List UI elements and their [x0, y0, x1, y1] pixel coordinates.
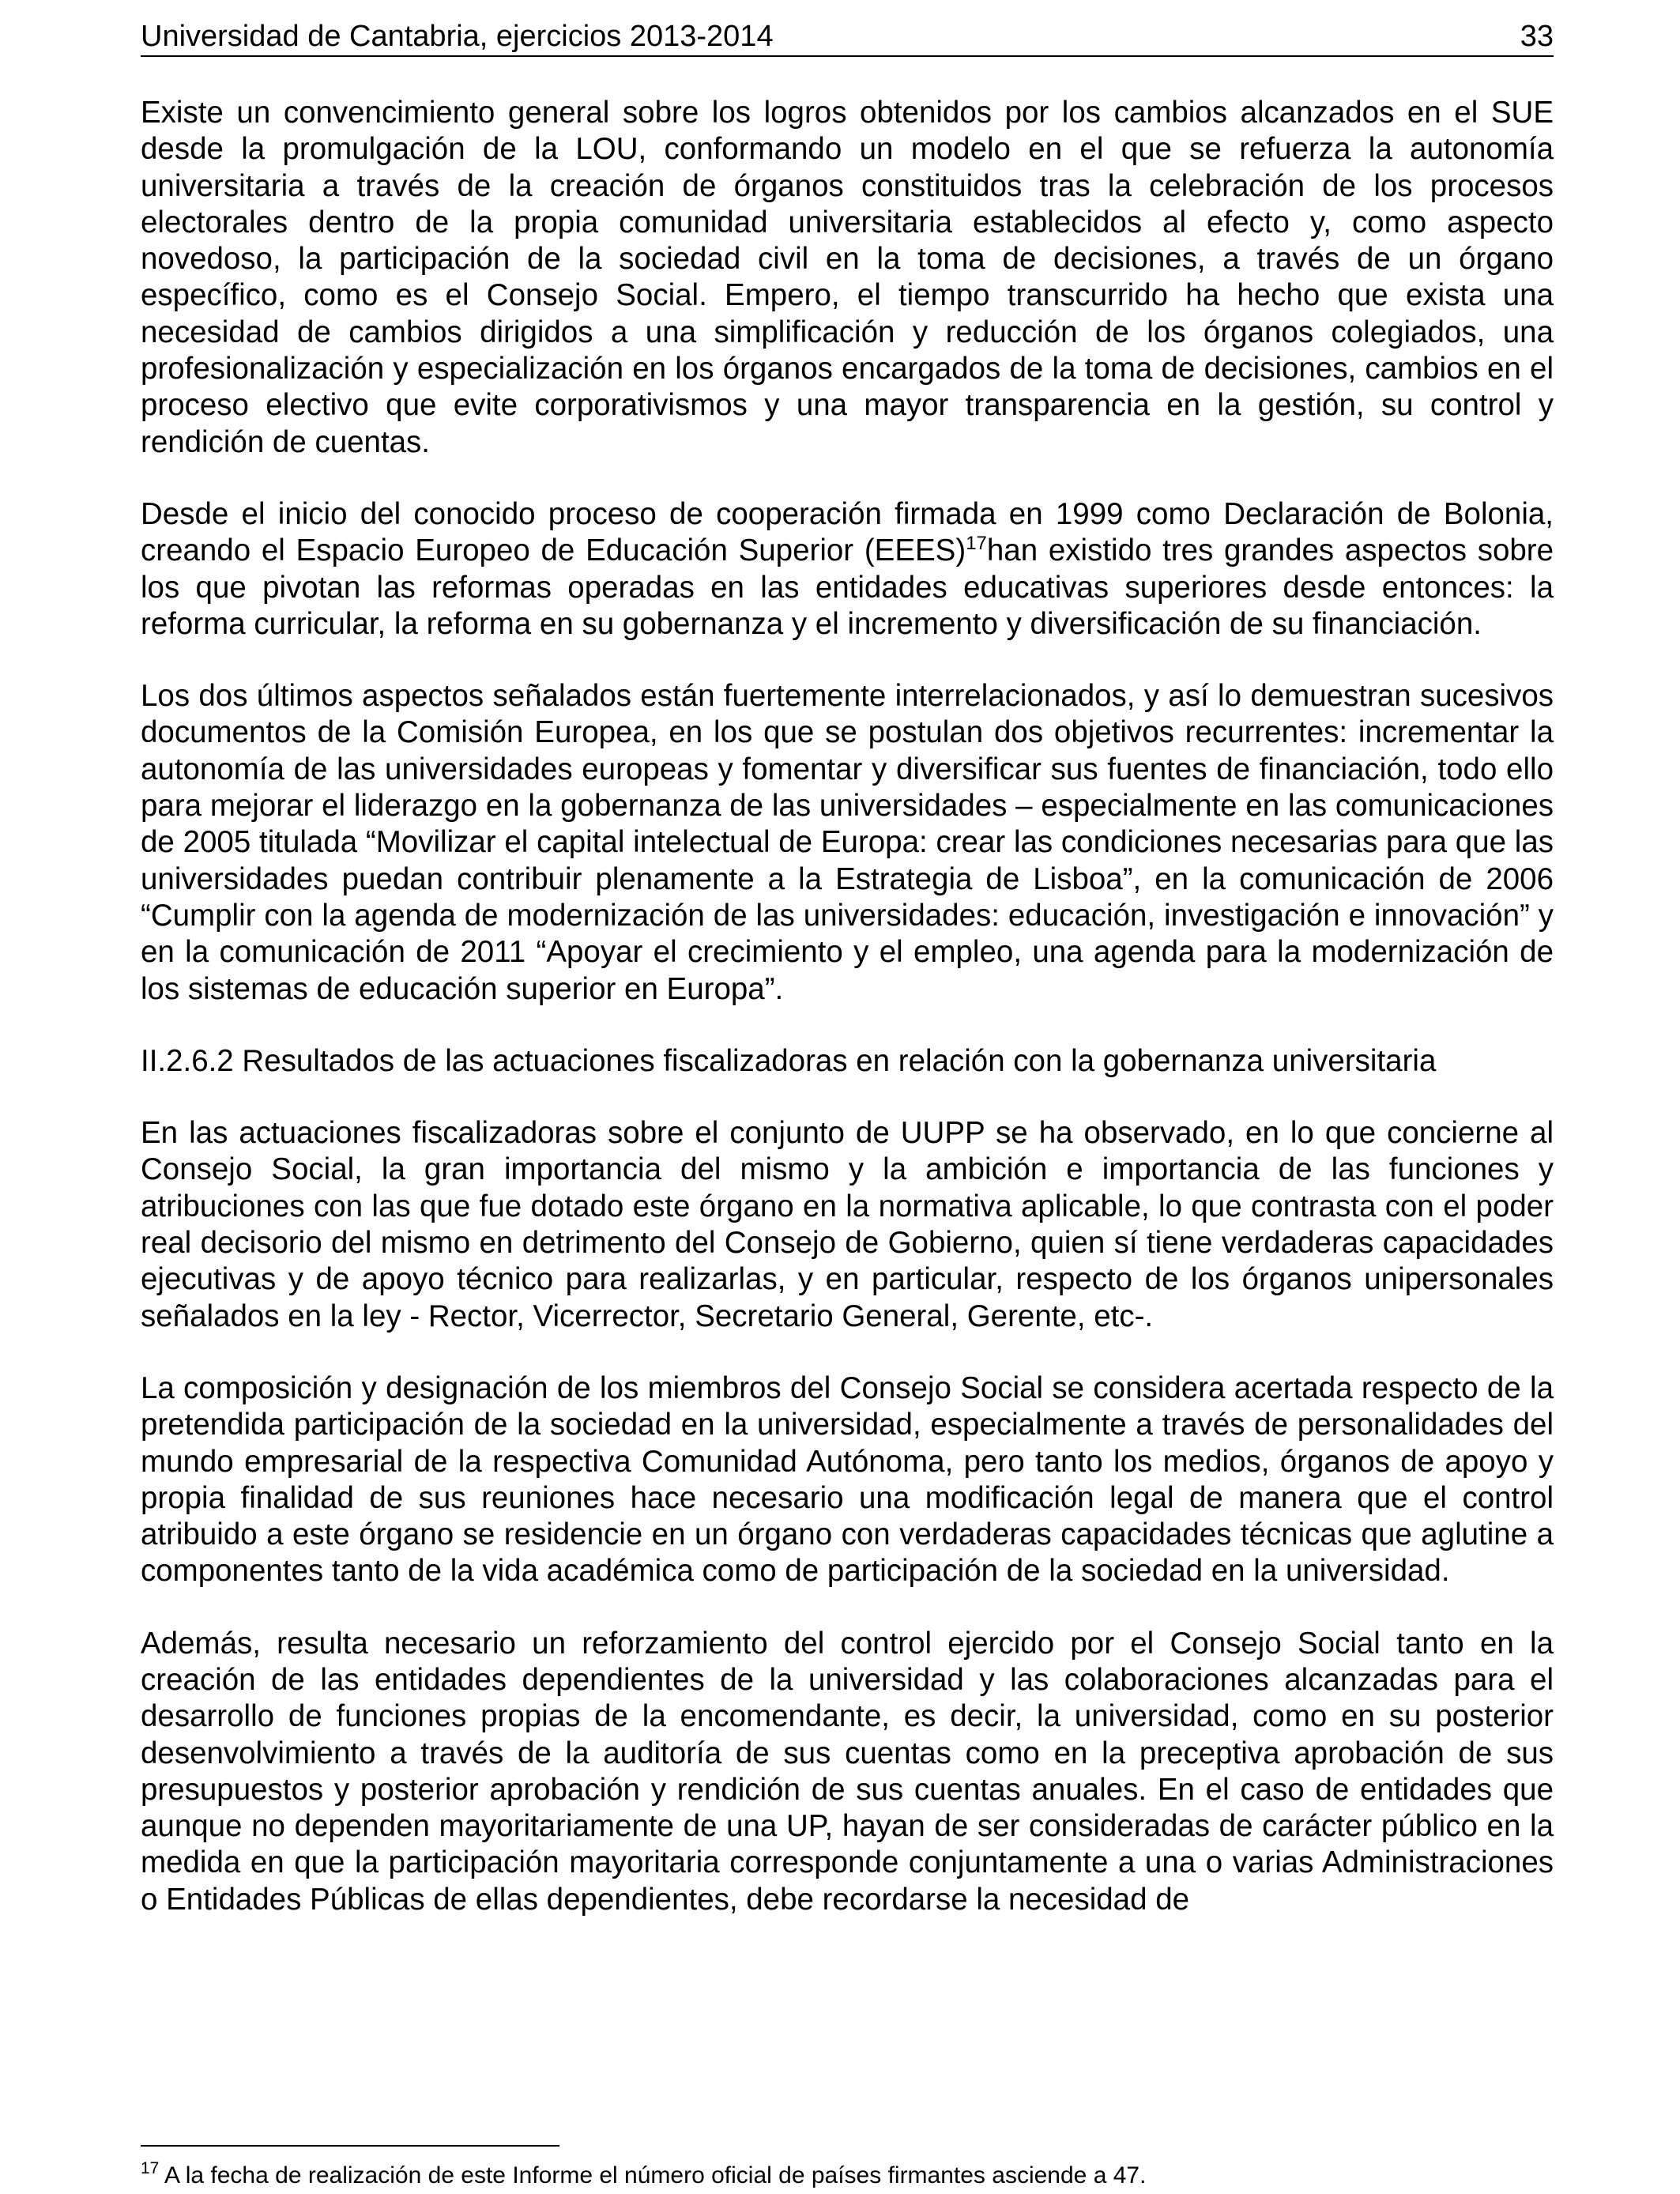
- paragraph-6: Además, resulta necesario un reforzamiento del control ejercido por el Consejo Social tanto en la creación de las entidades dependientes de la universidad y las colaboraciones alcanzadas para el desarrollo de funciones propias de la encomendante, es decir, la universidad, como en su posterior desenvolvimiento a través de la auditoría de sus cuentas como en la preceptiva aprobación de sus presupuestos y posterior aprobación y rendición de sus cuentas anuales. En el caso de entidades que aunque no dependen mayoritariamente de una UP, hayan de ser consideradas de carácter público en la medida en que la participación mayoritaria corresponde conjuntamente a una o varias Administraciones o Entidades Públicas de ellas dependientes, debe recordarse la necesidad de: [141, 1626, 1554, 1917]
- footnote-separator: [141, 2145, 559, 2147]
- section-heading: II.2.6.2 Resultados de las actuaciones fiscalizadoras en relación con la gobernanza universitaria: [141, 1043, 1437, 1078]
- paragraph-5: La composición y designación de los miembros del Consejo Social se considera acertada respecto de la pretendida participación de la sociedad en la universidad, especialmente a través de personalidades del mundo empresarial de la respectiva Comunidad Autónoma, pero tanto los medios, órganos de apoyo y propia finalidad de sus reuniones hace necesario una modificación legal de manera que el control atribuido a este órgano se residencie en un órgano con verdaderas capacidades técnicas que aglutine a componentes tanto de la vida académica como de participación de la sociedad en la universidad.: [141, 1370, 1554, 1589]
- footnote-reference[interactable]: 17: [966, 533, 987, 555]
- paragraph-2-text-after-ref: han existido tres grandes aspectos sobre los que pivotan las reformas operadas en las entidades educativas superiores desde entonces: la reforma curricular, la reforma en su gobernanza y el incremento y diversificación de su financiación.: [141, 533, 1554, 641]
- header-title: Universidad de Cantabria, ejercicios 2013-2014: [141, 20, 774, 53]
- footnote-text: A la fecha de realización de este Informe el número oficial de países firmantes asciende a 47.: [159, 2162, 1147, 2188]
- paragraph-3: Los dos últimos aspectos señalados están fuertemente interrelacionados, y así lo demuestran sucesivos documentos de la Comisión Europea, en los que se postulan dos objetivos recurrentes: incrementar la autonomía de las universidades europeas y fomentar y diversificar sus fuentes de financiación, todo ello para mejorar el liderazgo en la gobernanza de las universidades – especialmente en las comunicaciones de 2005 titulada “Movilizar el capital intelectual de Europa: crear las condiciones necesarias para que las universidades puedan contribuir plenamente a la Estrategia de Lisboa”, en la comunicación de 2006 “Cumplir con la agenda de modernización de las universidades: educación, investigación e innovación” y en la comunicación de 2011 “Apoyar el crecimiento y el empleo, una agenda para la modernización de los sistemas de educación superior en Europa”.: [141, 679, 1554, 1006]
- paragraph-2-text-before-ref: Desde el inicio del conocido proceso de cooperación firmada en 1999 como Declaración de Bolonia, creando el Espacio Europeo de Educación Superior (EEES): [141, 496, 1554, 568]
- footnote-number: 17: [141, 2159, 160, 2177]
- page-number: 33: [1520, 20, 1554, 53]
- footnote: [141, 2161, 1554, 2191]
- paragraph-4: En las actuaciones fiscalizadoras sobre el conjunto de UUPP se ha observado, en lo que concierne al Consejo Social, la gran importancia del mismo y la ambición e importancia de las funciones y atribuciones con las que fue dotado este órgano en la normativa aplicable, lo que contrasta con el poder real decisorio del mismo en detrimento del Consejo de Gobierno, quien sí tiene verdaderas capacidades ejecutivas y de apoyo técnico para realizarlas, y en particular, respecto de los órganos unipersonales señalados en la ley - Rector, Vicerrector, Secretario General, Gerente, etc-.: [141, 1116, 1554, 1333]
- page-header: [141, 17, 1554, 57]
- paragraph-1: Existe un convencimiento general sobre los logros obtenidos por los cambios alcanzados en el SUE desde la promulgación de la LOU, conformando un modelo en el que se refuerza la autonomía universitaria a través de la creación de órganos constituidos tras la celebración de los procesos electorales dentro de la propia comunidad universitaria establecidos al efecto y, como aspecto novedoso, la participación de la sociedad civil en la toma de decisiones, a través de un órgano específico, como es el Consejo Social. Empero, el tiempo transcurrido ha hecho que exista una necesidad de cambios dirigidos a una simplificación y reducción de los órganos colegiados, una profesionalización y especialización en los órganos encargados de la toma de decisiones, cambios en el proceso electivo que evite corporativismos y una mayor transparencia en la gestión, su control y rendición de cuentas.: [141, 96, 1554, 459]
- body-text: [141, 95, 1554, 1918]
- paragraph-2: [141, 496, 1554, 643]
